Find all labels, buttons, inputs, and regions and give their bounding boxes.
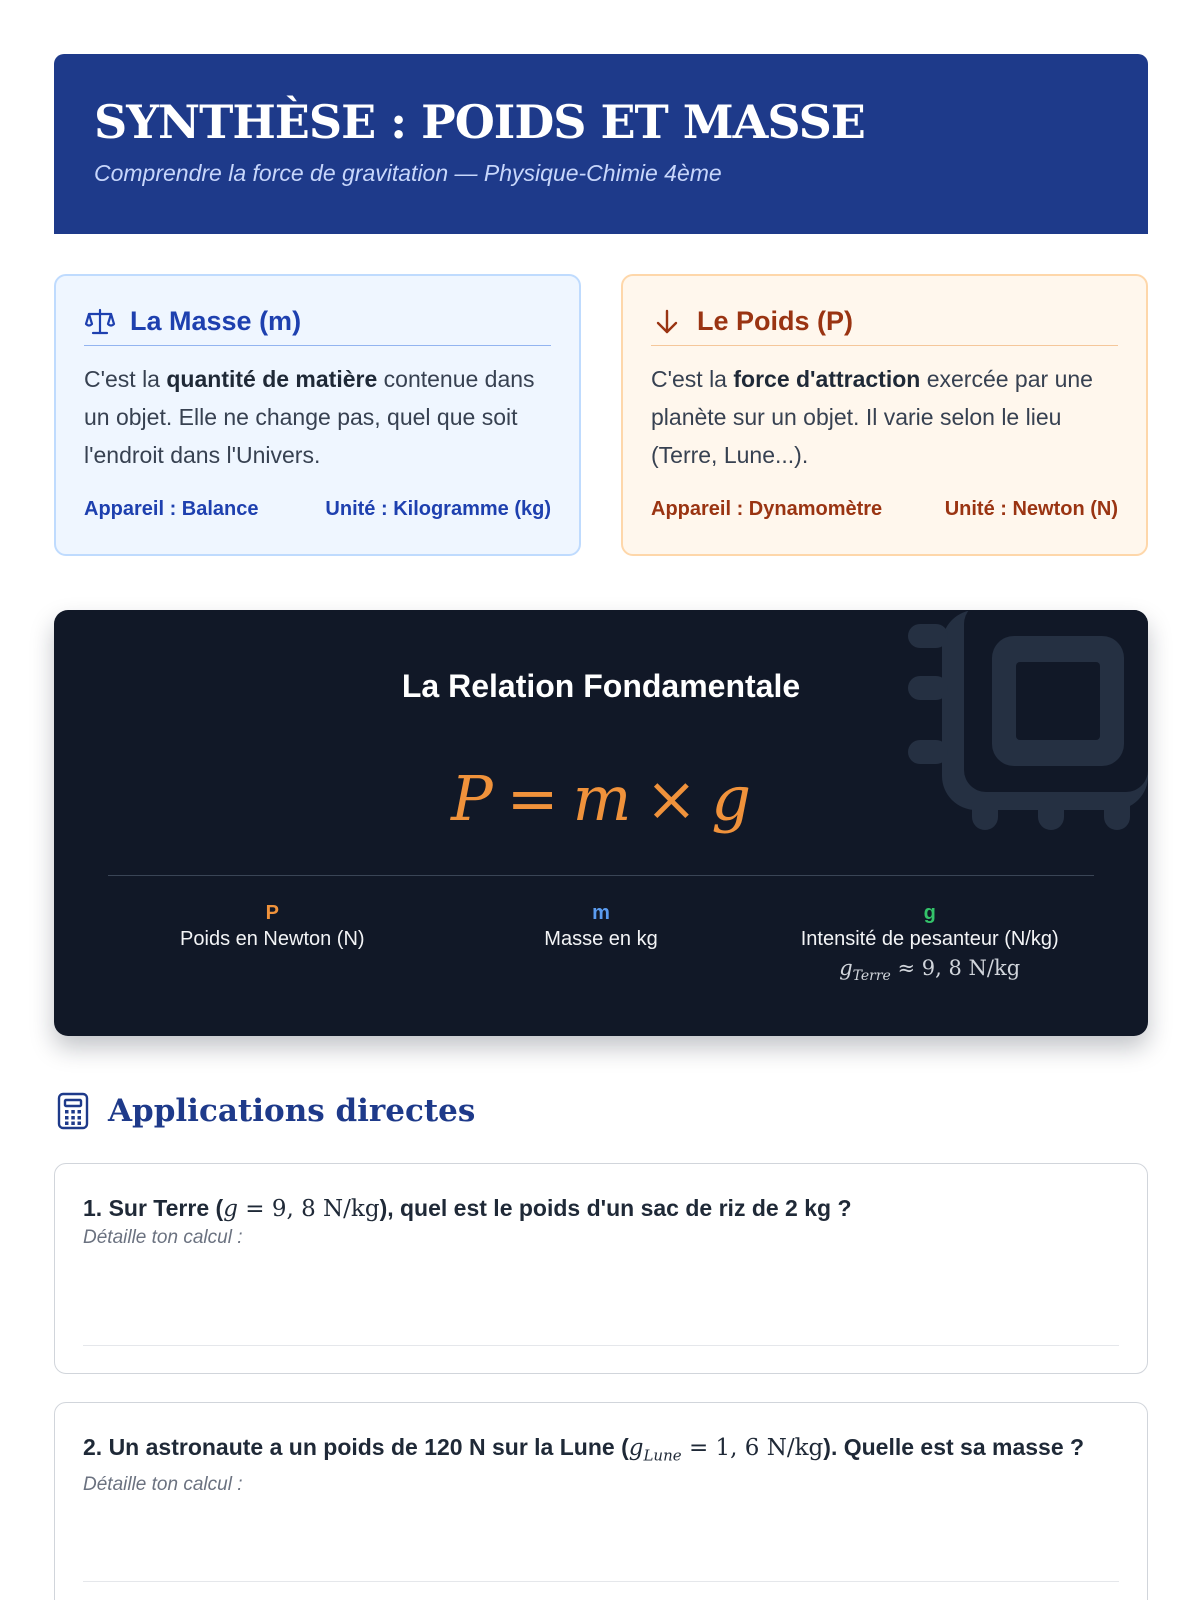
formula-panel [54, 610, 1148, 1036]
legend-symbol: P [265, 902, 279, 924]
exercise-hint: Détaille ton calcul : [83, 1227, 243, 1248]
legend-item-g [765, 902, 1094, 990]
page-subtitle: Comprendre la force de gravitation — Physique-Chimie 4ème [94, 160, 722, 186]
card-poids-device: Appareil : Dynamomètre [651, 498, 883, 520]
answer-line[interactable] [83, 1345, 1119, 1346]
scale-icon [84, 306, 116, 338]
formula-legend [108, 902, 1094, 990]
card-masse-header [84, 302, 551, 346]
page-title: SYNTHÈSE : POIDS ET MASSE [94, 95, 865, 149]
card-masse-text: C'est la quantité de matière contenue dans un objet. Elle ne change pas, quel que soit l'endroit dans l'Univers. [84, 366, 535, 468]
card-masse-footer [84, 498, 551, 521]
exercise-question: 1. Sur Terre (g = 9, 8 N/kg), quel est le poids d'un sac de riz de 2 kg ? [83, 1195, 852, 1222]
applications-title: Applications directes [108, 1093, 476, 1129]
card-poids-title: Le Poids (P) [697, 306, 854, 336]
card-poids-unit: Unité : Newton (N) [944, 498, 1118, 520]
exercise-card [54, 1163, 1148, 1374]
legend-item-p [108, 902, 437, 990]
formula-title: La Relation Fondamentale [401, 668, 801, 704]
card-masse-title: La Masse (m) [130, 306, 302, 336]
card-poids-header [651, 302, 1118, 346]
legend-symbol: m [592, 902, 610, 924]
legend-symbol: g [923, 902, 936, 924]
formula-equation: P = m × g [450, 762, 752, 835]
calculator-icon [56, 1092, 90, 1130]
answer-line[interactable] [83, 1581, 1119, 1582]
legend-item-m [437, 902, 766, 990]
card-masse-unit: Unité : Kilogramme (kg) [325, 498, 551, 520]
exercise-hint: Détaille ton calcul : [83, 1473, 243, 1495]
g-terre-value: $g_{Terre} \approx 9$, 8 N/kg [839, 956, 1021, 985]
card-poids-footer [651, 498, 1118, 521]
legend-description: Poids en Newton (N) [180, 928, 365, 950]
page-header [54, 54, 1148, 234]
legend-description: Masse en kg [544, 928, 658, 950]
formula-divider [108, 875, 1094, 876]
arrow-down-icon [651, 306, 683, 338]
legend-description: Intensité de pesanteur (N/kg) [800, 928, 1059, 950]
exercise-question: 2. Un astronaute a un poids de 120 N sur la Lune ($g_{Lune} = 1$, 6 N/kg). Quelle est sa masse ? [83, 1434, 1085, 1465]
exercise-card [54, 1402, 1148, 1600]
card-poids [621, 274, 1148, 556]
applications-heading [56, 1092, 475, 1130]
card-masse [54, 274, 581, 556]
card-poids-text: C'est la force d'attraction exercée par une planète sur un objet. Il varie selon le lieu (Terre, Lune...). [651, 366, 1093, 468]
card-masse-device: Appareil : Balance [84, 498, 259, 520]
